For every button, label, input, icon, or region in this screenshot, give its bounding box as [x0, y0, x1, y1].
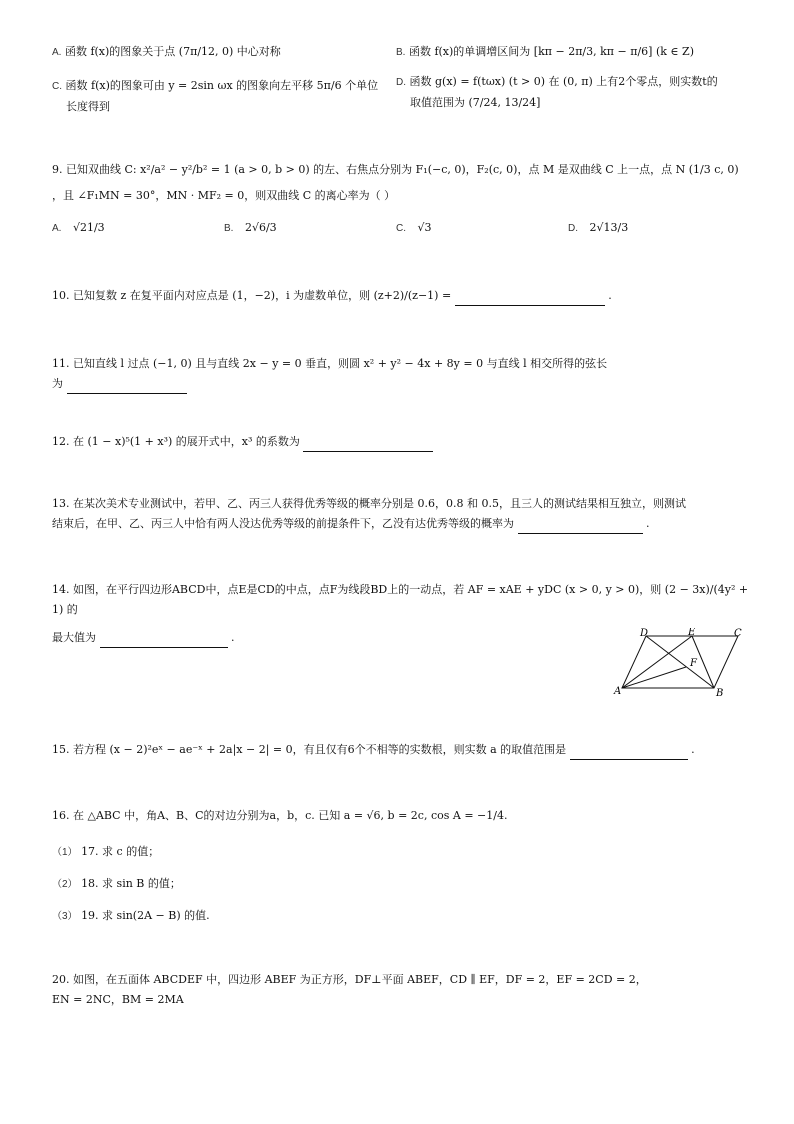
question-11-line2: 为 [52, 377, 63, 390]
option-label: A. [52, 47, 62, 58]
answer-blank[interactable] [100, 633, 228, 648]
question-11 [52, 354, 752, 394]
question-20 [52, 970, 762, 1010]
question-15-tail: . [691, 743, 695, 756]
option-9c [396, 218, 432, 239]
part-text: 18. 求 sin B 的值； [81, 877, 181, 890]
question-12-text: 12. 在 (1 − x)⁵(1 + x³) 的展开式中，x³ 的系数为 [52, 435, 300, 448]
question-14-tail: . [231, 631, 235, 644]
option-label: A. [52, 223, 62, 234]
option-text-cont: 取值范围为 (7/24, 13/24] [410, 96, 541, 109]
part-number: （3） [52, 911, 78, 922]
question-13-line2: 结束后，在甲、乙、丙三人中恰有两人没达优秀等级的前提条件下，乙没有达优秀等级的概率为 [52, 517, 514, 530]
option-label: D. [568, 223, 578, 234]
question-16-stem: 16. 在 △ABC 中，角A、B、C的对边分别为a，b，c. 已知 a = √6, b = 2c, cos A = −1/4. [52, 809, 508, 822]
option-label: D. [396, 77, 406, 88]
question-14-line1: 14. 如图，在平行四边形ABCD中，点E是CD的中点，点F为线段BD上的一动点，若 AF = xAE + yDC (x > 0, y > 0)，则 (2 − 3x)/(4y² + 1) 的 [52, 583, 749, 616]
option-text: 2√6/3 [244, 221, 277, 234]
option-label: C. [52, 81, 62, 92]
option-text: 函数 f(x)的图象关于点 (7π/12, 0) 中心对称 [64, 45, 281, 58]
answer-blank[interactable] [518, 519, 643, 534]
part-text: 19. 求 sin(2A − B) 的值. [81, 909, 210, 922]
option-text: √3 [417, 221, 432, 234]
answer-blank[interactable] [303, 437, 433, 452]
parallelogram-figure [612, 628, 752, 700]
point-label-c: C [734, 628, 742, 639]
question-16 [52, 806, 752, 826]
question-16-part-2 [52, 874, 181, 895]
question-13-line1: 13. 在某次美术专业测试中，若甲、乙、丙三人获得优秀等级的概率分别是 0.6，0.8 和 0.5，且三人的测试结果相互独立，则测试 [52, 497, 686, 510]
question-9-line2: ，且 ∠F₁MN = 30°，MN · MF₂ = 0，则双曲线 C 的离心率为（ ） [52, 189, 396, 202]
question-12 [52, 432, 752, 452]
option-label: C. [396, 223, 406, 234]
option-8d [396, 72, 756, 113]
option-8a [52, 42, 382, 63]
part-number: （2） [52, 879, 78, 890]
question-15-text: 15. 若方程 (x − 2)²eˣ − ae⁻ˣ + 2a|x − 2| = 0，有且仅有6个不相等的实数根，则实数 a 的取值范围是 [52, 743, 567, 756]
option-9d [568, 218, 628, 239]
question-10-tail: . [608, 289, 612, 302]
option-9b [224, 218, 277, 239]
point-label-d: D [640, 628, 649, 639]
question-14-line2: 最大值为 [52, 631, 96, 644]
question-11-line1: 11. 已知直线 l 过点 (−1, 0) 且与直线 2x − y = 0 垂直，则圆 x² + y² − 4x + 8y = 0 与直线 l 相交所得的弦长 [52, 357, 608, 370]
question-10 [52, 286, 752, 306]
option-8c [52, 76, 392, 117]
answer-blank[interactable] [455, 291, 605, 306]
question-13 [52, 494, 752, 534]
option-text: 函数 f(x)的单调增区间为 [kπ − 2π/3, kπ − π/6] (k ∈ Z) [408, 45, 694, 58]
option-8b [396, 42, 756, 63]
question-9-line1: 9. 已知双曲线 C: x²/a² − y²/b² = 1 (a > 0, b > 0) 的左、右焦点分别为 F₁(−c, 0)，F₂(c, 0)，点 M 是双曲线 C 上一点，点 N (1/3 c, 0) [52, 163, 739, 176]
option-text: 2√13/3 [589, 221, 629, 234]
option-label: B. [224, 223, 234, 234]
question-13-tail: . [646, 517, 650, 530]
question-16-part-1 [52, 842, 159, 863]
point-label-f: F [690, 658, 697, 669]
question-16-part-3 [52, 906, 210, 927]
part-number: （1） [52, 847, 78, 858]
option-text-cont: 长度得到 [66, 100, 110, 113]
question-15 [52, 740, 762, 760]
option-text: √21/3 [72, 221, 105, 234]
option-text: 函数 g(x) = f(tωx) (t > 0) 在 (0, π) 上有2个零点，则实数t的 [409, 75, 718, 88]
question-10-text: 10. 已知复数 z 在复平面内对应点是 (1，−2)，i 为虚数单位，则 (z+2)/(z−1) = [52, 289, 452, 302]
segment-af [622, 667, 686, 688]
option-9a [52, 218, 105, 239]
option-label: B. [396, 47, 406, 58]
answer-blank[interactable] [570, 745, 688, 760]
point-label-b: B [716, 688, 724, 699]
question-9 [52, 160, 762, 206]
question-20-line1: 20. 如图，在五面体 ABCDEF 中，四边形 ABEF 为正方形，DF⊥平面 ABEF，CD ∥ EF，DF = 2，EF = 2CD = 2， [52, 973, 647, 986]
answer-blank[interactable] [67, 379, 187, 394]
point-label-e: E [688, 628, 696, 638]
option-text: 函数 f(x)的图象可由 y = 2sin ωx 的图象向左平移 5π/6 个单位 [65, 79, 379, 92]
point-label-a: A [614, 686, 622, 697]
question-20-line2: EN = 2NC，BM = 2MA [52, 993, 184, 1006]
part-text: 17. 求 c 的值； [81, 845, 160, 858]
